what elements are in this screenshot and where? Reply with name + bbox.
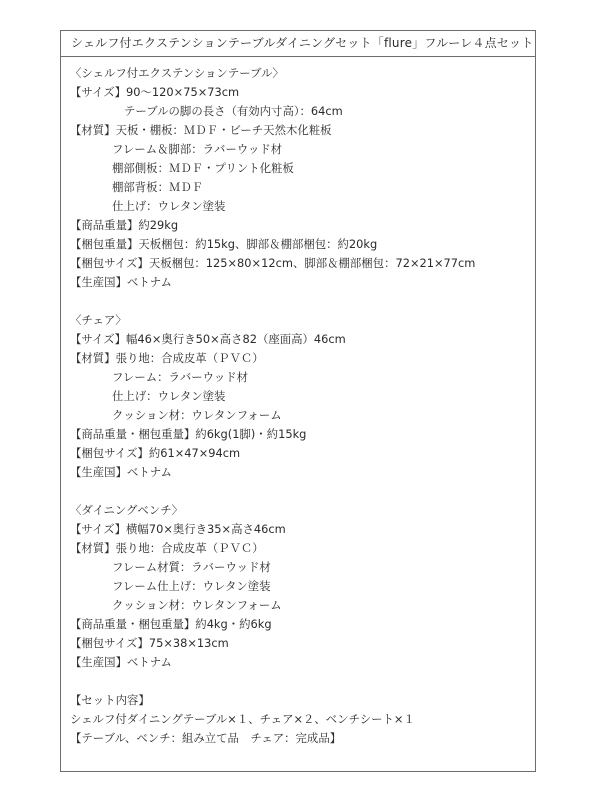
chair-finish: 仕上げ：ウレタン塗装 [112,389,226,403]
table-finish: 仕上げ：ウレタン塗装 [112,199,226,213]
chair-frame-material: フレーム：ラバーウッド材 [112,370,249,384]
chair-cushion: クッション材：ウレタンフォーム [112,408,282,422]
chair-section-heading: 〈チェア〉 [70,313,127,327]
table-material: 【材質】天板・棚板：ＭＤＦ・ビーチ天然木化粧板 [70,123,332,137]
bench-origin: 【生産国】ベトナム [70,655,172,669]
spacer [70,292,531,311]
spec-box [60,30,536,772]
chair-size: 【サイズ】幅46×奥行き50×高さ82（座面高）46cm [70,332,346,346]
bench-material: 【材質】張り地：合成皮革（ＰＶＣ） [70,541,264,555]
bench-cushion: クッション材：ウレタンフォーム [112,598,282,612]
set-section-heading: 【セット内容】 [70,693,150,707]
table-leg-length: テーブルの脚の長さ（有効内寸高）：64cm [124,104,343,118]
table-shelf-side-material: 棚部側板：ＭＤＦ・プリント化粧板 [112,161,294,175]
set-contents: シェルフ付ダイニングテーブル×１、チェア×２、ベンチシート×１ [70,712,415,726]
chair-weight: 【商品重量・梱包重量】約6kg(1脚)・約15kg [70,427,307,441]
table-shelf-back-material: 棚部背板：ＭＤＦ [112,180,204,194]
chair-material: 【材質】張り地：合成皮革（ＰＶＣ） [70,351,264,365]
table-origin: 【生産国】ベトナム [70,275,172,289]
product-title: シェルフ付エクステンションテーブルダイニングセット「flure」フルーレ４点セット [61,31,535,57]
bench-size: 【サイズ】横幅70×奥行き35×高さ46cm [70,522,286,536]
chair-origin: 【生産国】ベトナム [70,465,172,479]
table-package-size: 【梱包サイズ】天板梱包：125×80×12cm、脚部＆棚部梱包：72×21×77cm [70,256,476,270]
table-package-weight: 【梱包重量】天板梱包：約15kg、脚部＆棚部梱包：約20kg [70,237,378,251]
spec-content [70,64,531,748]
spacer [70,482,531,501]
bench-frame-finish: フレーム仕上げ：ウレタン塗装 [112,579,271,593]
bench-package-size: 【梱包サイズ】75×38×13cm [70,636,229,650]
bench-frame-material: フレーム材質：ラバーウッド材 [112,560,271,574]
table-size: 【サイズ】90～120×75×73cm [70,85,240,99]
table-section-heading: 〈シェルフ付エクステンションテーブル〉 [70,66,284,80]
table-weight: 【商品重量】約29kg [70,218,179,232]
bench-weight: 【商品重量・梱包重量】約4kg・約6kg [70,617,272,631]
bench-section-heading: 〈ダイニングベンチ〉 [70,503,183,517]
spacer [70,672,531,691]
set-assembly-note: 【テーブル、ベンチ：組み立て品 チェア：完成品】 [70,731,342,745]
table-frame-leg-material: フレーム＆脚部：ラバーウッド材 [112,142,283,156]
chair-package-size: 【梱包サイズ】約61×47×94cm [70,446,241,460]
